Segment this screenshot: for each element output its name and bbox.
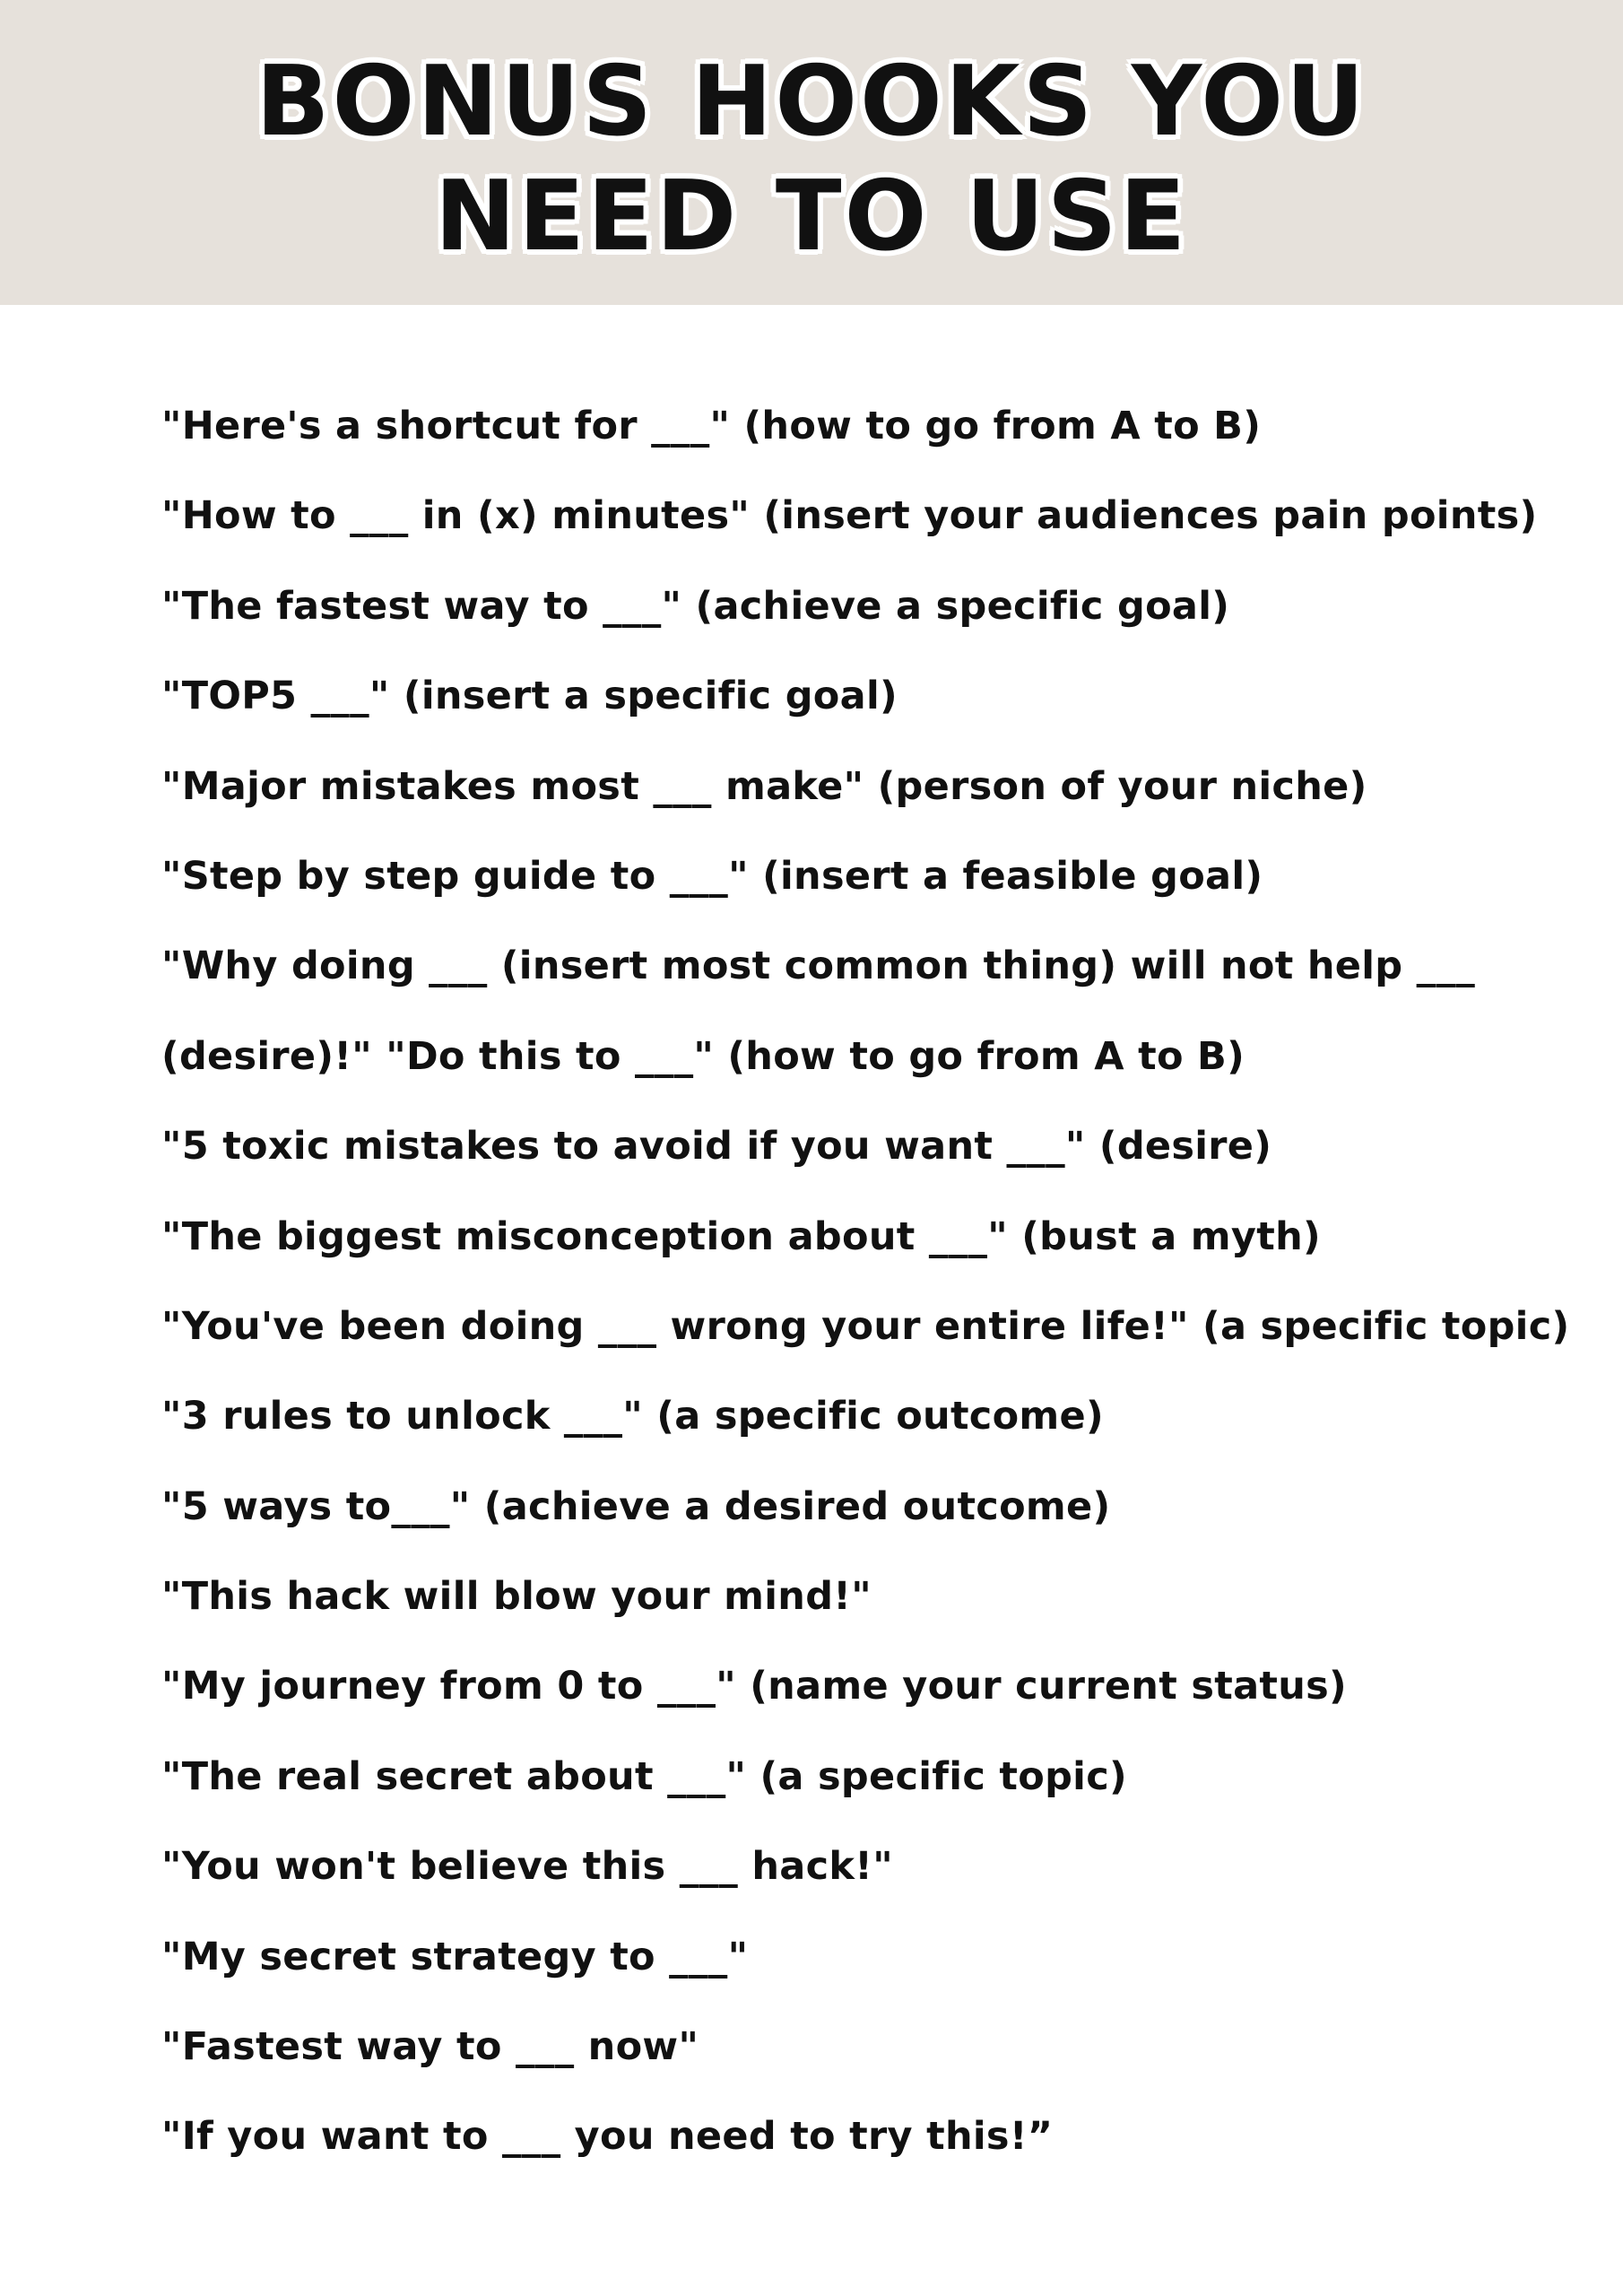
hook-item: "The fastest way to ___" (achieve a specific goal)	[161, 583, 1230, 629]
hook-item: "My secret strategy to ___"	[161, 1934, 749, 1979]
hook-item: "5 ways to___" (achieve a desired outcome)	[161, 1483, 1111, 1529]
hook-item: "Here's a shortcut for ___" (how to go from A to B)	[161, 404, 1262, 448]
hook-item: "You've been doing ___ wrong your entire life!" (a specific topic)	[161, 1303, 1570, 1349]
hook-item: "Major mistakes most ___ make" (person of your niche)	[161, 763, 1367, 809]
hook-item: "My journey from 0 to ___" (name your current status)	[161, 1664, 1348, 1709]
hook-item: "How to ___ in (x) minutes" (insert your audiences pain points)	[161, 493, 1538, 539]
hook-item: "Why doing ___ (insert most common thing) will not help ___	[161, 944, 1476, 989]
hook-item: "5 toxic mistakes to avoid if you want ___" (desire)	[161, 1124, 1272, 1170]
hook-item: "Step by step guide to ___" (insert a feasible goal)	[161, 853, 1263, 899]
hook-item: "You won't believe this ___ hack!"	[161, 1844, 893, 1890]
title-line-1: BONUS HOOKS YOU	[256, 46, 1367, 158]
hook-item: "If you want to ___ you need to try this!”	[161, 2114, 1054, 2160]
title-banner	[0, 0, 1623, 305]
hook-item: "The real secret about ___" (a specific topic)	[161, 1753, 1127, 1799]
hook-list	[161, 395, 1570, 2196]
hook-item: "3 rules to unlock ___" (a specific outcome)	[161, 1394, 1104, 1439]
hook-item: "This hack will blow your mind!"	[161, 1574, 872, 1620]
hook-item: "The biggest misconception about ___" (bust a myth)	[161, 1213, 1321, 1259]
hook-item: "Fastest way to ___ now"	[161, 2024, 699, 2070]
hook-item: (desire)!" "Do this to ___" (how to go from A to B)	[161, 1033, 1245, 1079]
title-line-2: NEED TO USE	[434, 161, 1189, 273]
hook-item: "TOP5 ___" (insert a specific goal)	[161, 674, 898, 719]
page-title	[0, 45, 1623, 274]
